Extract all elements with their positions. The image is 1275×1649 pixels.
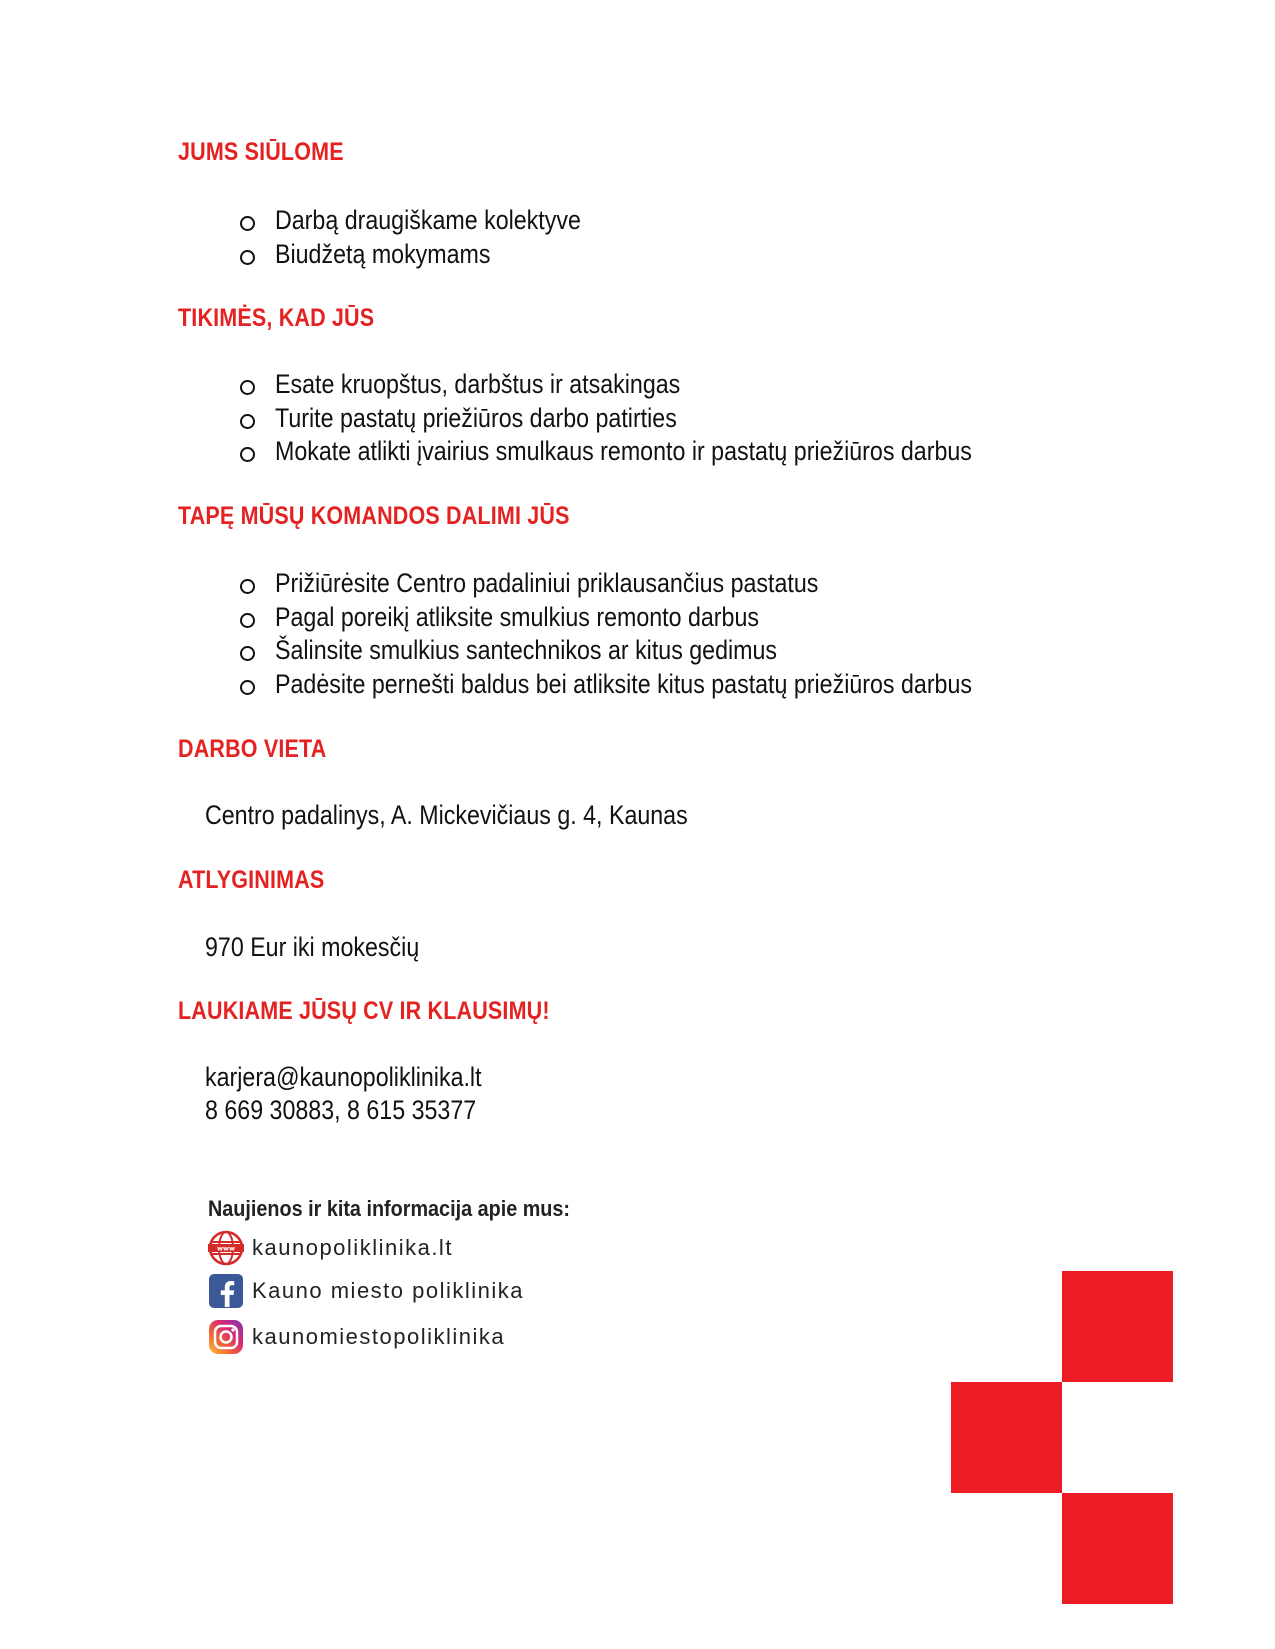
list-item: Prižiūrėsite Centro padaliniui priklausančius pastatus	[240, 567, 1085, 601]
decorative-red-square	[1062, 1493, 1173, 1604]
circle-bullet-icon	[240, 680, 255, 695]
contact-phones: 8 669 30883, 8 615 35377	[205, 1095, 477, 1125]
list-item: Šalinsite smulkius santechnikos ar kitus gedimus	[240, 634, 1085, 668]
facebook-icon	[208, 1273, 244, 1309]
decorative-red-square	[1062, 1271, 1173, 1382]
svg-text:www: www	[216, 1244, 236, 1253]
circle-bullet-icon	[240, 414, 255, 429]
workplace-address: Centro padalinys, A. Mickevičiaus g. 4, Kaunas	[205, 800, 688, 830]
list-item: Pagal poreikį atliksite smulkius remonto darbus	[240, 601, 1085, 635]
contact-email[interactable]: karjera@kaunopoliklinika.lt	[205, 1062, 482, 1092]
facebook-link[interactable]	[208, 1273, 524, 1309]
website-label: kaunopoliklinika.lt	[252, 1235, 453, 1260]
salary-heading: ATLYGINIMAS	[178, 866, 325, 894]
duties-list	[240, 567, 1085, 701]
circle-bullet-icon	[240, 646, 255, 661]
circle-bullet-icon	[240, 380, 255, 395]
circle-bullet-icon	[240, 216, 255, 231]
instagram-link[interactable]	[208, 1319, 505, 1355]
circle-bullet-icon	[240, 447, 255, 462]
circle-bullet-icon	[240, 250, 255, 265]
list-item: Biudžetą mokymams	[240, 238, 631, 272]
social-title: Naujienos ir kita informacija apie mus:	[208, 1196, 571, 1221]
duties-heading: TAPĘ MŪSŲ KOMANDOS DALIMI JŪS	[178, 502, 570, 530]
website-link[interactable]	[208, 1230, 453, 1266]
expect-heading: TIKIMĖS, KAD JŪS	[178, 304, 375, 332]
instagram-label: kaunomiestopoliklinika	[252, 1324, 506, 1349]
circle-bullet-icon	[240, 579, 255, 594]
salary-value: 970 Eur iki mokesčių	[205, 932, 420, 962]
workplace-heading: DARBO VIETA	[178, 735, 327, 763]
instagram-icon	[208, 1319, 244, 1355]
list-item: Padėsite pernešti baldus bei atliksite kitus pastatų priežiūros darbus	[240, 668, 1085, 702]
list-item: Turite pastatų priežiūros darbo patirties	[240, 402, 1085, 436]
list-item: Darbą draugiškame kolektyve	[240, 204, 631, 238]
expect-list	[240, 368, 1085, 469]
contact-heading: LAUKIAME JŪSŲ CV IR KLAUSIMŲ!	[178, 997, 550, 1025]
list-item: Esate kruopštus, darbštus ir atsakingas	[240, 368, 1085, 402]
www-globe-icon	[208, 1230, 244, 1266]
offer-heading: JUMS SIŪLOME	[178, 138, 344, 166]
circle-bullet-icon	[240, 613, 255, 628]
facebook-label: Kauno miesto poliklinika	[252, 1278, 525, 1303]
decorative-red-square	[951, 1382, 1062, 1493]
offer-list	[240, 204, 631, 271]
list-item: Mokate atlikti įvairius smulkaus remonto ir pastatų priežiūros darbus	[240, 435, 1085, 469]
